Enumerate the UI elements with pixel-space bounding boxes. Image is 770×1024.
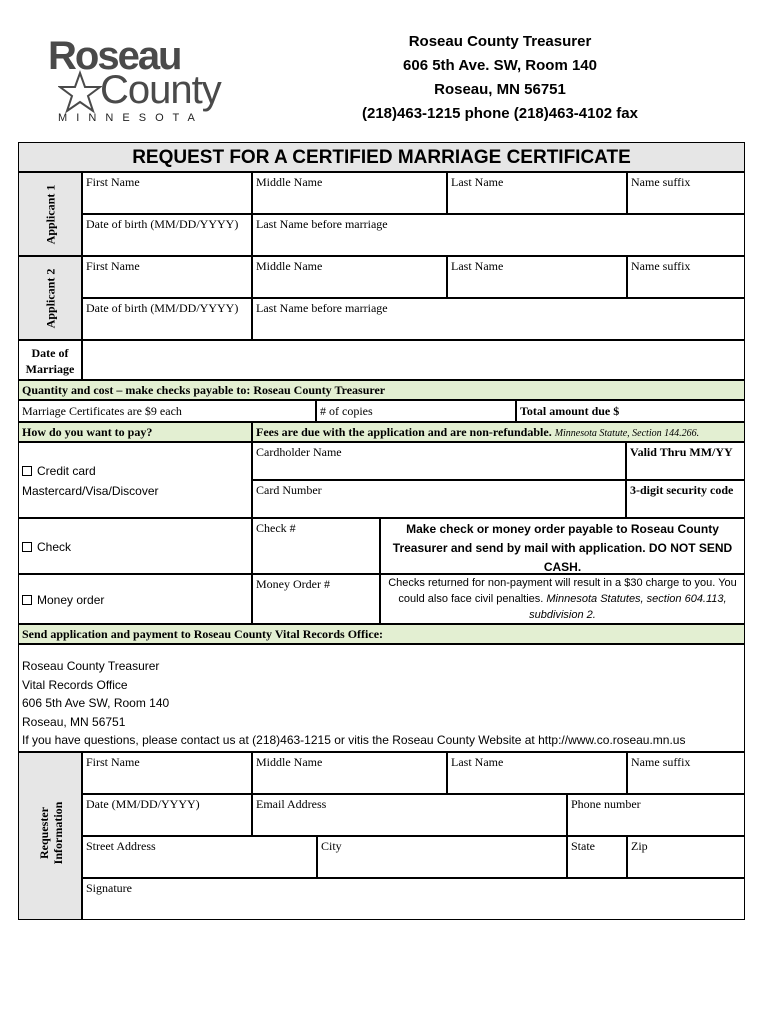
requester-phone[interactable]: Phone number: [567, 794, 745, 836]
send-header: Send application and payment to Roseau County Vital Records Office:: [18, 624, 745, 644]
check-label: Check: [37, 540, 72, 554]
card-types: Mastercard/Visa/Discover: [22, 484, 159, 498]
applicant2-dob[interactable]: Date of birth (MM/DD/YYYY): [82, 298, 252, 340]
requester-zip[interactable]: Zip: [627, 836, 745, 878]
cert-price: Marriage Certificates are $9 each: [18, 400, 316, 422]
date-of-marriage-label: [18, 340, 82, 380]
checkbox-credit-card[interactable]: [22, 466, 32, 476]
returned-note-statute: Minnesota Statutes, section 604.113, subdivision 2.: [529, 593, 727, 621]
card-number-field[interactable]: Card Number: [252, 480, 626, 518]
fees-note-bold: Fees are due with the application and are non-refundable.: [256, 425, 552, 439]
check-number-field[interactable]: Check #: [252, 518, 380, 574]
applicant2-label: Applicant 2: [43, 268, 58, 329]
applicant1-name-suffix[interactable]: Name suffix: [627, 172, 745, 214]
county-logo: [44, 34, 244, 130]
quantity-header: Quantity and cost – make checks payable to: Roseau County Treasurer: [18, 380, 745, 400]
valid-thru-field[interactable]: Valid Thru MM/YY: [626, 442, 745, 480]
requester-label-line2: Information: [51, 801, 65, 865]
applicant1-last-name[interactable]: Last Name: [447, 172, 627, 214]
office-address: [330, 30, 670, 126]
mail-line: 606 5th Ave SW, Room 140: [22, 696, 170, 710]
logo-word-roseau: Roseau: [48, 34, 181, 78]
requester-last-name[interactable]: Last Name: [447, 752, 627, 794]
check-option[interactable]: [18, 518, 252, 574]
applicant1-side: [18, 172, 82, 256]
requester-signature[interactable]: Signature: [82, 878, 745, 920]
address-line: (218)463-1215 phone (218)463-4102 fax: [362, 105, 638, 122]
requester-first-name[interactable]: First Name: [82, 752, 252, 794]
cardholder-name-field[interactable]: Cardholder Name: [252, 442, 626, 480]
mail-line: Vital Records Office: [22, 677, 128, 692]
requester-date[interactable]: Date (MM/DD/YYYY): [82, 794, 252, 836]
credit-card-label: Credit card: [37, 464, 96, 478]
returned-check-note: [380, 574, 745, 624]
address-line: Roseau, MN 56751: [434, 81, 566, 98]
form-title: [18, 142, 745, 172]
applicant1-middle-name[interactable]: Middle Name: [252, 172, 447, 214]
returned-note-text: Checks returned for non-payment will result in a $30 charge to you. You could also face civil penalties.: [388, 577, 737, 605]
how-pay-header: How do you want to pay?: [18, 422, 252, 442]
money-order-number-field[interactable]: Money Order #: [252, 574, 380, 624]
logo-state: M I N N E S O T A: [58, 112, 198, 124]
money-order-label: Money order: [37, 593, 105, 607]
requester-side: [18, 752, 82, 920]
applicant2-side: [18, 256, 82, 340]
applicant1-dob[interactable]: Date of birth (MM/DD/YYYY): [82, 214, 252, 256]
requester-label: [37, 773, 65, 893]
applicant1-last-before-marriage[interactable]: Last Name before marriage: [252, 214, 745, 256]
applicant2-last-name[interactable]: Last Name: [447, 256, 627, 298]
requester-state[interactable]: State: [567, 836, 627, 878]
checkbox-money-order[interactable]: [22, 595, 32, 605]
requester-middle-name[interactable]: Middle Name: [252, 752, 447, 794]
money-order-option[interactable]: [18, 574, 252, 624]
applicant1-label: Applicant 1: [43, 184, 58, 245]
requester-city[interactable]: City: [317, 836, 567, 878]
requester-label-line1: Requester: [37, 807, 51, 859]
applicant2-first-name[interactable]: First Name: [82, 256, 252, 298]
checkbox-check[interactable]: [22, 542, 32, 552]
applicant1-first-name[interactable]: First Name: [82, 172, 252, 214]
credit-card-option[interactable]: [18, 442, 252, 518]
total-due-field[interactable]: Total amount due $: [516, 400, 745, 422]
fees-note: [252, 422, 745, 442]
applicant2-middle-name[interactable]: Middle Name: [252, 256, 447, 298]
requester-email[interactable]: Email Address: [252, 794, 567, 836]
mail-line: Roseau County Treasurer: [22, 659, 160, 673]
address-line: Roseau County Treasurer: [408, 33, 592, 50]
form-title-text: REQUEST FOR A CERTIFIED MARRIAGE CERTIFICATE: [132, 147, 631, 168]
requester-street[interactable]: Street Address: [82, 836, 317, 878]
fees-note-statute: Minnesota Statute, Section 144.266.: [554, 428, 700, 439]
mail-line: Roseau, MN 56751: [22, 714, 126, 729]
requester-name-suffix[interactable]: Name suffix: [627, 752, 745, 794]
contact-line: If you have questions, please contact us at (218)463-1215 or vitis the Roseau County Website at http://www.co.roseau.mn.us: [22, 733, 686, 747]
num-copies-field[interactable]: # of copies: [316, 400, 516, 422]
logo-word-county: County: [100, 68, 221, 112]
applicant2-name-suffix[interactable]: Name suffix: [627, 256, 745, 298]
check-instructions: Make check or money order payable to Roseau County Treasurer and send by mail with application. DO NOT SEND CASH.: [380, 518, 745, 574]
applicant2-last-before-marriage[interactable]: Last Name before marriage: [252, 298, 745, 340]
address-line: 606 5th Ave. SW, Room 140: [403, 57, 597, 74]
star-icon: [58, 70, 102, 114]
date-of-marriage-field[interactable]: [82, 340, 745, 380]
security-code-field[interactable]: 3-digit security code: [626, 480, 745, 518]
mail-to-block: [18, 644, 745, 752]
date-of-marriage-text: Date of Marriage: [25, 346, 75, 376]
